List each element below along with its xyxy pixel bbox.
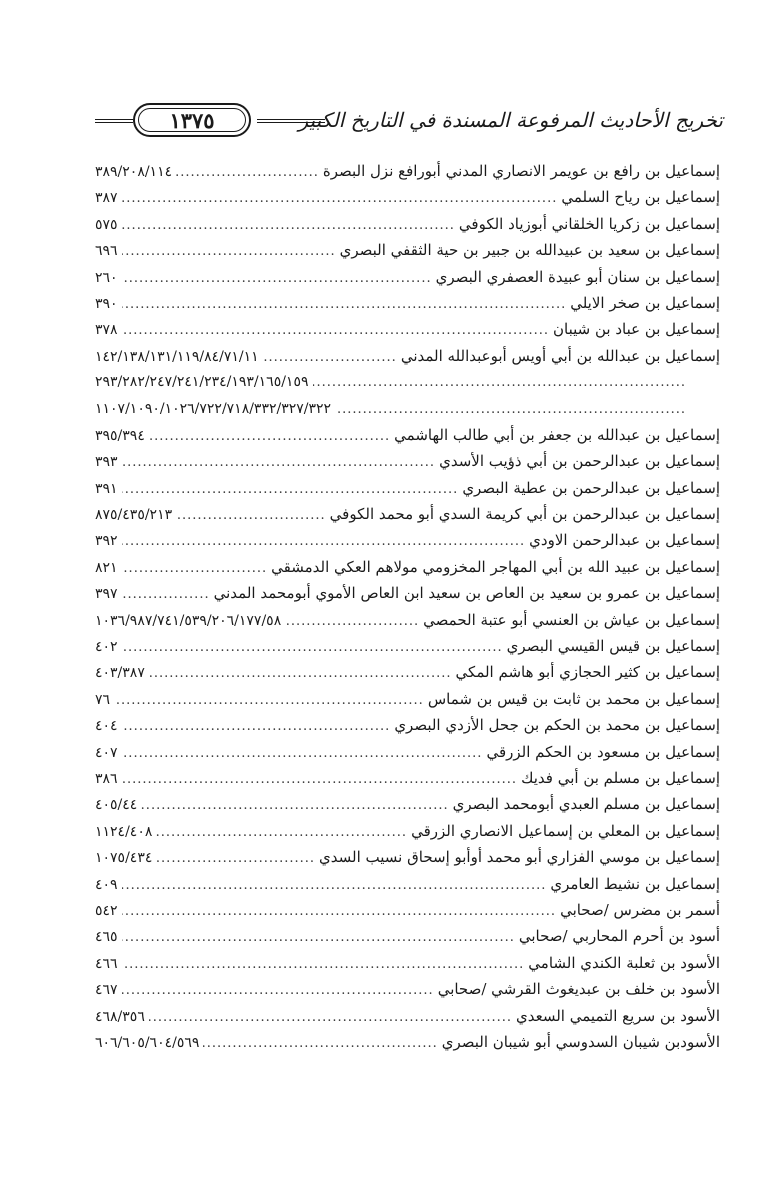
dot-leader [156,846,315,872]
header-rule-right [257,119,325,123]
dot-leader [176,503,326,529]
dot-leader [122,213,455,239]
dot-leader [122,477,459,503]
index-entry [95,818,720,844]
entry-name: إسماعيل بن رياح السلمي [561,188,720,207]
index-entry [95,871,720,897]
index-entry [95,580,720,606]
entry-page-refs: ٨٢١ [95,559,118,576]
entry-name: إسماعيل بن رافع بن عويمر الانصاري المدني أبورافع نزل البصرة [322,162,720,180]
entry-name: الأسودبن شيبان السدوسي أبو شيبان البصري [441,1032,720,1051]
entry-page-refs: ١٠٧٥/٤٣٤ [95,850,153,867]
dot-leader [114,688,424,714]
dot-leader [122,635,503,661]
dot-leader [149,661,452,687]
index-entry [95,976,720,1002]
dot-leader [122,266,432,292]
entry-name: إسماعيل بن عبدالرحمن بن أبي ذؤيب الأسدي [439,452,720,471]
index-entry [95,237,720,263]
entry-page-refs: ٤٦٧ [95,982,118,999]
entry-name: إسماعيل بن عبدالرحمن بن أبي كريمة السدي أبو محمد الكوفي [329,505,720,524]
dot-leader [122,450,436,476]
entry-page-refs: ٣٩٠ [95,295,118,312]
index-entry [95,184,720,210]
index-entry [95,211,720,237]
index-entry [95,501,720,527]
entry-page-refs: ٣٩٢ [95,533,118,550]
dot-leader [141,793,448,819]
entry-name: إسماعيل بن قيس القيسي البصري [506,637,720,656]
index-entry [95,686,720,712]
index-entry [95,554,720,580]
dot-leader [156,820,407,846]
index-entry [95,739,720,765]
entry-name: إسماعيل بن زكريا الخلقاني أبوزياد الكوفي [458,214,720,233]
entry-page-refs: ٤٠٣/٣٨٧ [95,665,145,682]
entry-name: إسماعيل بن نشيط العامري [550,874,720,893]
entry-page-refs: ١١٠٧/١٠٩٠/١٠٢٦/٧٢٢/٧١٨/٣٣٢/٣٢٧/٣٢٢ [95,400,332,417]
entry-page-refs: ٤٦٦ [95,955,118,972]
dot-leader [122,899,557,925]
entry-name: الأسود بن ثعلبة الكندي الشامي [528,953,720,972]
entry-page-refs: ١١٢٤/٤٠٨ [95,823,153,840]
entry-page-refs: ٦٩٦ [95,243,118,260]
entry-page-refs: ٢٦٠ [95,269,118,286]
entry-name: إسماعيل بن عبدالله بن أبي أويس أبوعبدالله المدني [400,346,720,365]
entry-page-refs: ٣٩٣ [95,454,118,471]
entry-name: إسماعيل بن صخر الايلي [570,293,720,312]
dot-leader [122,529,526,555]
dot-leader [313,370,687,396]
entry-name: إسماعيل بن عبدالرحمن الاودي [529,531,720,550]
dot-leader [122,741,483,767]
index-entry [95,475,720,501]
index-entry [95,791,720,817]
index-entry [95,158,720,184]
entry-page-refs: ٣٨٩/٢٠٨/١١٤ [95,164,173,180]
dot-leader [122,952,525,978]
entry-page-refs: ٣٩٧ [95,586,118,603]
entry-page-refs: ٥٧٥ [95,216,118,233]
page-number-badge [133,103,251,137]
entry-name: إسماعيل بن مسعود بن الحكم الزرقي [486,742,720,761]
entry-name: إسماعيل بن كثير الحجازي أبو هاشم المكي [455,663,720,682]
entry-page-refs: ٣٨٧ [95,190,118,207]
dot-leader [263,345,397,371]
dot-leader [122,582,210,608]
index-entry-continuation [95,396,720,422]
entry-name: أسمر بن مضرس /صحابي [560,900,720,919]
entry-name: إسماعيل بن موسي الفزاري أبو محمد أوأبو إسحاق نسيب السدي [319,848,720,867]
index-entry [95,607,720,633]
entry-name: الأسود بن خلف بن عبديغوث القرشي /صحابي [437,980,720,999]
dot-leader [149,424,390,450]
entry-page-refs: ٧٦ [95,691,111,708]
entry-name: إسماعيل بن المعلي بن إسماعيل الانصاري الزرقي [411,821,720,840]
entry-name: الأسود بن سريع التميمي السعدي [516,1006,720,1025]
entry-page-refs: ٣٧٨ [95,322,118,339]
entry-page-refs: ٨٧٥/٤٣٥/٢١٣ [95,507,173,524]
entry-page-refs: ٤٠٤ [95,718,118,735]
entry-name: أسود بن أحرم المحاربي /صحابي [518,927,720,946]
dot-leader [122,318,549,344]
dot-leader [335,397,686,423]
index-entry [95,923,720,949]
dot-leader [122,873,547,899]
dot-leader [285,609,419,635]
entry-page-refs: ٦٠٦/٦٠٥/٦٠٤/٥٦٩ [95,1034,200,1051]
entry-page-refs: ٤٦٨/٣٥٦ [95,1008,145,1025]
entry-page-refs: ٤٠٧ [95,744,118,761]
index-entry [95,422,720,448]
entry-name: إسماعيل بن سنان أبو عبيدة العصفري البصري [435,267,720,286]
index-entry [95,897,720,923]
entry-name: إسماعيل بن عبدالله بن جعفر بن أبي طالب الهاشمي [394,425,720,444]
dot-leader [122,186,558,212]
entry-name: إسماعيل بن عمرو بن سعيد بن العاص بن سعيد ابن العاص الأموي أبومحمد المدني [213,584,720,603]
index-entry [95,712,720,738]
entry-page-refs: ٣٩٥/٣٩٤ [95,427,145,444]
dot-leader [176,160,319,186]
dot-leader [122,714,391,740]
dot-leader [203,1031,437,1057]
index-entries [95,158,720,1055]
entry-page-refs: ٤٠٩ [95,876,118,893]
dot-leader [122,556,268,582]
index-entry-continuation [95,369,720,395]
entry-name: إسماعيل بن مسلم العبدي أبومحمد البصري [452,795,720,814]
entry-name: إسماعيل بن عباد بن شيبان [552,320,720,339]
index-entry [95,633,720,659]
dot-leader [149,1005,512,1031]
entry-page-refs: ١٤٢/١٣٨/١٣١/١١٩/٨٤/٧١/١١ [95,348,259,365]
index-entry [95,844,720,870]
entry-page-refs: ٢٩٣/٢٨٢/٢٤٧/٢٤١/٢٣٤/١٩٣/١٦٥/١٥٩ [95,374,309,391]
entry-name: إسماعيل بن محمد بن الحكم بن جحل الأزدي البصري [394,716,720,735]
entry-page-refs: ٥٤٢ [95,902,118,919]
dot-leader [122,239,336,265]
running-header [95,102,723,146]
entry-name: إسماعيل بن عبدالرحمن بن عطية البصري [462,478,720,497]
entry-page-refs: ٤٠٢ [95,639,118,656]
index-entry [95,316,720,342]
index-entry [95,448,720,474]
dot-leader [122,978,434,1004]
index-entry [95,343,720,369]
book-title: تخريج الأحاديث المرفوعة المسندة في التاريخ الكبير [298,108,723,132]
entry-name: إسماعيل بن مسلم بن أبي فديك [521,768,720,787]
entry-name: إسماعيل بن محمد بن ثابت بن قيس بن شماس [427,689,720,708]
dot-leader [122,767,518,793]
entry-page-refs: ٤٠٥/٤٤ [95,797,138,814]
dot-leader [122,292,567,318]
dot-leader [122,925,515,951]
entry-page-refs: ١٠٣٦/٩٨٧/٧٤١/٥٣٩/٢٠٦/١٧٧/٥٨ [95,612,282,629]
page-number: ١٣٧٥ [169,107,215,133]
index-entry [95,1003,720,1029]
entry-page-refs: ٤٦٥ [95,929,118,946]
entry-name: إسماعيل بن عياش بن العنسي أبو عتبة الحمصي [423,610,720,629]
index-entry [95,765,720,791]
entry-page-refs: ٣٨٦ [95,770,118,787]
index-entry [95,527,720,553]
entry-name: إسماعيل بن عبيد الله بن أبي المهاجر المخزومي مولاهم العكي الدمشقي [271,557,720,576]
entry-name: إسماعيل بن سعيد بن عبيدالله بن جبير بن حية الثقفي البصري [339,241,720,260]
index-entry [95,264,720,290]
index-entry [95,1029,720,1055]
entry-page-refs: ٣٩١ [95,480,118,497]
header-rule-left [95,119,133,123]
index-entry [95,659,720,685]
index-entry [95,950,720,976]
index-entry [95,290,720,316]
